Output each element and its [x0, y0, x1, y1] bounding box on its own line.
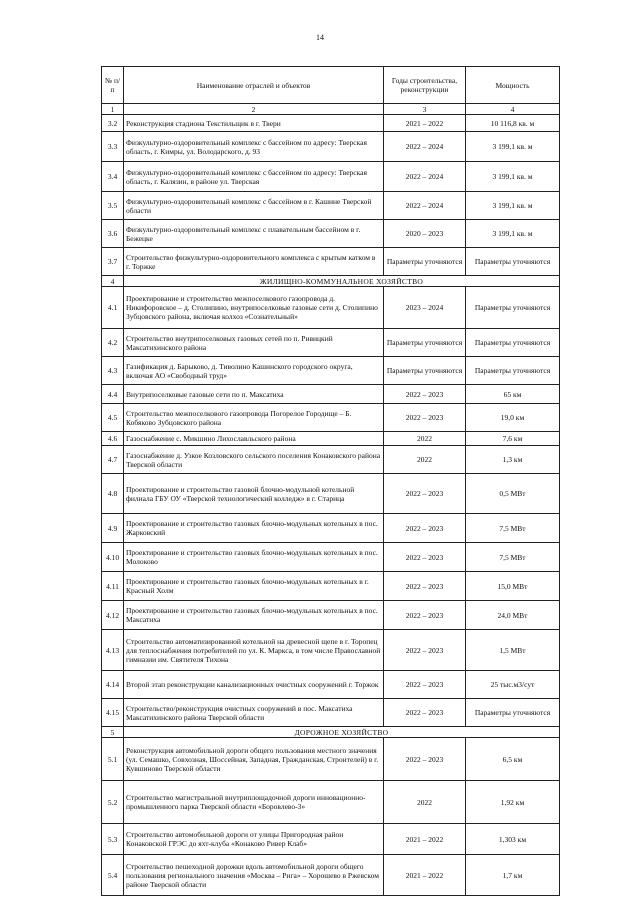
row-years: 2022 – 2024	[384, 192, 466, 220]
row-name: Физкультурно-оздоровительный комплекс с бассейном по адресу: Тверская область, г. Калязин, в районе ул. Тверская	[124, 162, 384, 192]
table-row	[102, 855, 560, 896]
row-capacity: 0,5 МВт	[466, 474, 560, 514]
section-title: ДОРОЖНОЕ ХОЗЯЙСТВО	[124, 727, 560, 738]
row-years: Параметры уточняются	[384, 248, 466, 276]
row-name: Проектирование и строительство газовых блочно-модульных котельных в пос. Жарковский	[124, 514, 384, 543]
row-years: 2022 – 2023	[384, 543, 466, 572]
table-row	[102, 543, 560, 572]
table-row	[102, 162, 560, 192]
row-capacity: 24,0 МВт	[466, 601, 560, 630]
table-row	[102, 248, 560, 276]
section-row	[102, 727, 560, 738]
row-capacity: 1,303 км	[466, 824, 560, 855]
table-row	[102, 132, 560, 162]
table-row	[102, 329, 560, 357]
row-years: 2022 – 2023	[384, 630, 466, 671]
row-capacity: 25 тыс.м3/сут	[466, 671, 560, 699]
row-capacity: 7,6 км	[466, 432, 560, 446]
header-num: № п/п	[102, 67, 124, 104]
section-num: 4	[102, 276, 124, 287]
row-num: 4.8	[102, 474, 124, 514]
row-num: 5.4	[102, 855, 124, 896]
row-capacity: 7,5 МВт	[466, 543, 560, 572]
row-years: 2021 – 2022	[384, 824, 466, 855]
row-years: 2020 – 2023	[384, 220, 466, 248]
row-capacity: Параметры уточняются	[466, 699, 560, 727]
table-row	[102, 514, 560, 543]
row-years: 2022 – 2023	[384, 385, 466, 404]
row-name: Строительство физкультурно-оздоровительного комплекса с крытым катком в г. Торжке	[124, 248, 384, 276]
row-name: Проектирование и строительство газовой блочно-модульной котельной филиала ГБУ ОУ «Тверской технологический колледж» в г. Старица	[124, 474, 384, 514]
row-name: Строительство пешеходной дорожки вдоль автомобильной дороги общего пользования регионального значения «Москва – Рига» – Хорошево в Ржевском районе Тверской области	[124, 855, 384, 896]
row-num: 3.4	[102, 162, 124, 192]
row-num: 4.14	[102, 671, 124, 699]
row-name: Газоснабжение с. Микшино Лихославльского района	[124, 432, 384, 446]
row-capacity: Параметры уточняются	[466, 248, 560, 276]
column-number: 3	[384, 104, 466, 115]
row-name: Реконструкция автомобильной дороги общего пользования местного значения (ул. Семашко, Совхозная, Шоссейная, Западная, Гражданская, Строителей) в г. Кувшиново Тверской области	[124, 738, 384, 781]
row-years: Параметры уточняются	[384, 329, 466, 357]
row-name: Строительство автоматизированной котельной на древесной щепе в г. Торопец для теплоснабжения потребителей по ул. К. Маркса, в том числе Православной гимназии им. Святителя Тихона	[124, 630, 384, 671]
table-row	[102, 115, 560, 132]
row-name: Проектирование и строительство газовых блочно-модульных котельных в г. Красный Холм	[124, 572, 384, 601]
row-name: Реконструкция стадиона Текстильщик в г. Твери	[124, 115, 384, 132]
table-row	[102, 699, 560, 727]
row-years: 2022 – 2024	[384, 132, 466, 162]
table-row	[102, 192, 560, 220]
objects-table	[101, 66, 560, 896]
row-name: Физкультурно-оздоровительный комплекс с бассейном в г. Кашине Тверской области	[124, 192, 384, 220]
row-years: 2022 – 2023	[384, 601, 466, 630]
row-name: Внутрипоселковые газовые сети по п. Максатиха	[124, 385, 384, 404]
row-capacity: 3 199,1 кв. м	[466, 192, 560, 220]
table-row	[102, 220, 560, 248]
row-capacity: 1,5 МВт	[466, 630, 560, 671]
row-num: 4.15	[102, 699, 124, 727]
row-years: 2022 – 2023	[384, 474, 466, 514]
table-row	[102, 781, 560, 824]
row-num: 4.11	[102, 572, 124, 601]
column-number: 1	[102, 104, 124, 115]
header-name: Наименование отраслей и объектов	[124, 67, 384, 104]
row-capacity: 6,5 км	[466, 738, 560, 781]
table-row	[102, 357, 560, 385]
row-name: Газификация д. Барыково, д. Тиволино Кашинского городского округа, включая АО «Свободный труд»	[124, 357, 384, 385]
section-num: 5	[102, 727, 124, 738]
row-capacity: 3 199,1 кв. м	[466, 162, 560, 192]
table-row	[102, 446, 560, 474]
row-name: Проектирование и строительство межпоселкового газопровода д. Никифоровское – д. Столипино, внутрипоселковые газовые сети д. Столипино Зубцовского района, включая колхоз «Сознательный»	[124, 287, 384, 329]
row-num: 4.12	[102, 601, 124, 630]
row-years: 2022 – 2023	[384, 514, 466, 543]
row-name: Второй этап реконструкции канализационных очистных сооружений г. Торжок	[124, 671, 384, 699]
row-num: 5.3	[102, 824, 124, 855]
table-row	[102, 601, 560, 630]
row-years: 2021 – 2022	[384, 855, 466, 896]
row-capacity: Параметры уточняются	[466, 287, 560, 329]
table-row	[102, 385, 560, 404]
row-years: Параметры уточняются	[384, 357, 466, 385]
column-numbers-row	[102, 104, 560, 115]
table-row	[102, 824, 560, 855]
row-years: 2022 – 2023	[384, 671, 466, 699]
table-row	[102, 404, 560, 432]
row-years: 2022 – 2024	[384, 162, 466, 192]
row-years: 2022	[384, 446, 466, 474]
row-name: Строительство/реконструкция очистных сооружений в пос. Максатиха Максатихинского района Тверской области	[124, 699, 384, 727]
row-capacity: 19,0 км	[466, 404, 560, 432]
header-capacity: Мощность	[466, 67, 560, 104]
row-capacity: Параметры уточняются	[466, 357, 560, 385]
row-name: Строительство межпоселкового газопровода Погорелое Городище – Б. Кобяково Зубцовского района	[124, 404, 384, 432]
row-num: 4.2	[102, 329, 124, 357]
row-num: 4.10	[102, 543, 124, 572]
row-num: 4.3	[102, 357, 124, 385]
row-num: 4.7	[102, 446, 124, 474]
row-capacity: 15,0 МВт	[466, 572, 560, 601]
row-num: 3.3	[102, 132, 124, 162]
row-num: 3.6	[102, 220, 124, 248]
row-name: Проектирование и строительство газовых блочно-модульных котельных в пос. Максатиха	[124, 601, 384, 630]
row-years: 2022	[384, 432, 466, 446]
row-capacity: 3 199,1 кв. м	[466, 220, 560, 248]
row-capacity: 65 км	[466, 385, 560, 404]
table-row	[102, 287, 560, 329]
column-number: 4	[466, 104, 560, 115]
row-num: 3.2	[102, 115, 124, 132]
row-num: 3.5	[102, 192, 124, 220]
row-capacity: 10 116,8 кв. м	[466, 115, 560, 132]
row-capacity: 1,92 км	[466, 781, 560, 824]
table-header-row	[102, 67, 560, 104]
row-num: 4.13	[102, 630, 124, 671]
row-name: Газоснабжение д. Узкое Козловского сельского поселения Конаковского района Тверской области	[124, 446, 384, 474]
row-num: 4.9	[102, 514, 124, 543]
row-num: 5.1	[102, 738, 124, 781]
row-name: Физкультурно-оздоровительный комплекс с бассейном по адресу: Тверская область, г. Кимры, ул. Володарского, д. 93	[124, 132, 384, 162]
row-num: 5.2	[102, 781, 124, 824]
row-num: 4.6	[102, 432, 124, 446]
row-years: 2022 – 2023	[384, 572, 466, 601]
table-row	[102, 432, 560, 446]
header-years: Годы строительства, реконструкции	[384, 67, 466, 104]
row-capacity: 3 199,1 кв. м	[466, 132, 560, 162]
table-row	[102, 671, 560, 699]
row-num: 4.4	[102, 385, 124, 404]
row-capacity: 7,5 МВт	[466, 514, 560, 543]
row-name: Физкультурно-оздоровительный комплекс с плавательным бассейном в г. Бежецке	[124, 220, 384, 248]
column-number: 2	[124, 104, 384, 115]
section-title: ЖИЛИЩНО-КОММУНАЛЬНОЕ ХОЗЯЙСТВО	[124, 276, 560, 287]
table-row	[102, 474, 560, 514]
row-name: Строительство автомобильной дороги от улицы Пригородная район Конаковской ГРЭС до яхт-клуба «Конаково Ривер Клаб»	[124, 824, 384, 855]
row-years: 2022 – 2023	[384, 738, 466, 781]
row-years: 2023 – 2024	[384, 287, 466, 329]
row-name: Строительство магистральной внутриплощадочной дороги инновационно-промышленного парка Тверской области «Боровлево-3»	[124, 781, 384, 824]
row-capacity: 1,7 км	[466, 855, 560, 896]
table-row	[102, 630, 560, 671]
row-name: Строительство внутрипоселковых газовых сетей по п. Ривицкий Максатихинского района	[124, 329, 384, 357]
row-num: 4.1	[102, 287, 124, 329]
page-number: 14	[316, 33, 324, 42]
row-name: Проектирование и строительство газовых блочно-модульных котельных в пос. Молоково	[124, 543, 384, 572]
section-row	[102, 276, 560, 287]
table-row	[102, 572, 560, 601]
row-capacity: 1,3 км	[466, 446, 560, 474]
row-num: 4.5	[102, 404, 124, 432]
row-years: 2022 – 2023	[384, 699, 466, 727]
row-num: 3.7	[102, 248, 124, 276]
row-years: 2022 – 2023	[384, 404, 466, 432]
row-years: 2021 – 2022	[384, 115, 466, 132]
table-row	[102, 738, 560, 781]
row-capacity: Параметры уточняются	[466, 329, 560, 357]
row-years: 2022	[384, 781, 466, 824]
